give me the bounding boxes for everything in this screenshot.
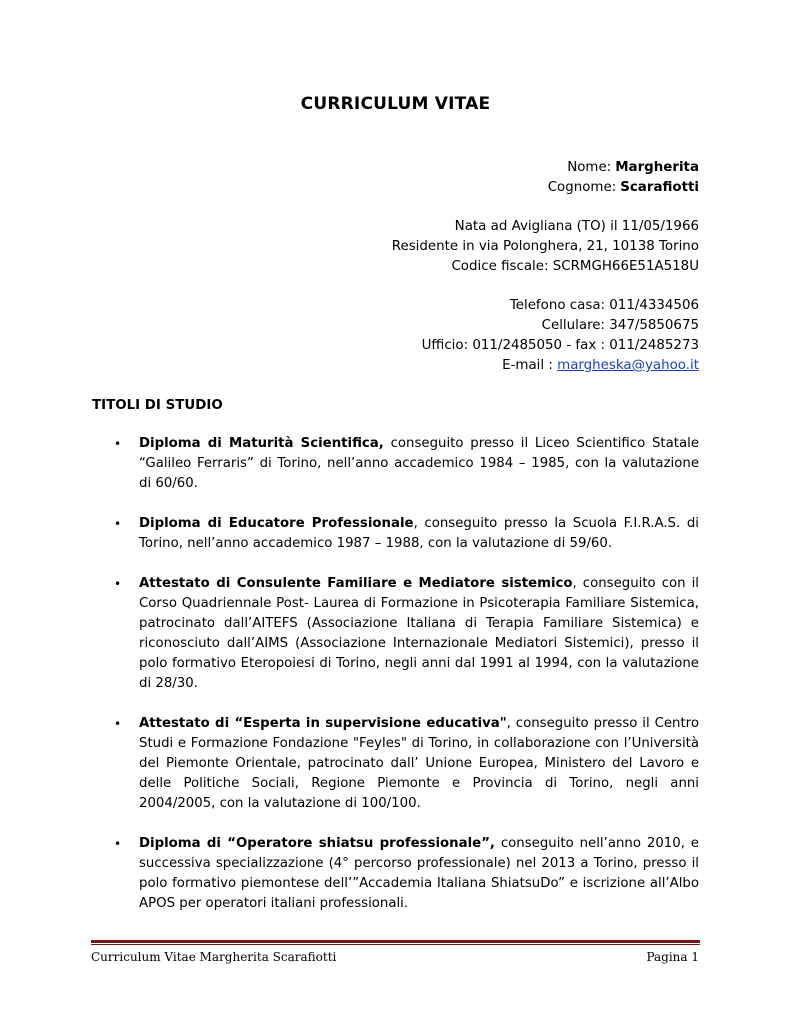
list-item [92,434,699,494]
list-item [92,834,699,914]
item-title: Diploma di “Operatore shiatsu professionale”, [139,836,495,851]
email-label: E-mail : [502,358,558,373]
section-heading-education: TITOLI DI STUDIO [92,398,223,413]
item-description: , conseguito presso il Centro Studi e Formazione Fondazione "Feyles" di Torino, in collaborazione con l’Università del Piemonte Orientale, patrocinato dall’ Unione Europea, Ministero del Lavoro e delle Politiche Sociali, Regione Piemonte e Provincia di Torino, negli anni 2004/2005, con la valutazione di 100/100. [139,716,699,811]
item-description: , conseguito presso la Scuola F.I.R.A.S. di Torino, nell’anno accademico 1987 – 1988, con la valutazione di 59/60. [139,516,699,551]
list-item [92,514,699,554]
first-name-value: Margherita [615,160,699,175]
mobile-phone: Cellulare: 347/5850675 [541,318,699,333]
bullet-icon: • [114,837,122,851]
footer-document-name: Curriculum Vitae Margherita Scarafiotti [91,950,337,964]
list-item [92,574,699,694]
spacer [392,277,699,296]
footer-divider-thin [91,944,700,945]
email-link[interactable]: margheska@yahoo.it [557,358,699,373]
tax-code: Codice fiscale: SCRMGH66E51A518U [451,259,699,274]
bullet-icon: • [114,517,122,531]
bullet-icon: • [114,577,122,591]
birth-info: Nata ad Avigliana (TO) il 11/05/1966 [454,219,699,234]
last-name-row [392,178,699,198]
page-title: CURRICULUM VITAE [300,94,491,114]
footer-divider [91,940,700,943]
list-item [92,714,699,814]
item-title: Attestato di “Esperta in supervisione educativa" [139,716,507,731]
first-name-label: Nome: [567,160,612,175]
last-name-value: Scarafiotti [620,180,699,195]
office-phone: Ufficio: 011/2485050 - fax : 011/2485273 [421,338,699,353]
item-description: conseguito presso il Liceo Scientifico Statale “Galileo Ferraris” di Torino, nell’anno accademico 1984 – 1985, con la valutazione di 60/60. [139,436,699,491]
bullet-icon: • [114,437,122,451]
home-phone: Telefono casa: 011/4334506 [509,298,699,313]
last-name-label: Cognome: [547,180,617,195]
item-description: , conseguito con il Corso Quadriennale Post- Laurea di Formazione in Psicoterapia Familiare Sistemica, patrocinato dall’AITEFS (Associazione Italiana di Terapia Familiare Sistemica) e riconosciuto dall’AIMS (Associazione Internazionale Mediatori Sistemici), presso il polo formativo Eteropoiesi di Torino, negli anni dal 1991 al 1994, con la valutazione di 28/30. [139,576,700,691]
spacer [392,198,699,217]
item-title: Diploma di Educatore Professionale [139,516,414,531]
bullet-icon: • [114,717,122,731]
personal-info [392,158,699,376]
item-title: Attestato di Consulente Familiare e Mediatore sistemico [139,576,573,591]
residence-info: Residente in via Polonghera, 21, 10138 Torino [391,239,699,254]
email-row [392,356,699,376]
item-title: Diploma di Maturità Scientifica, [139,436,384,451]
footer-page-number: Pagina 1 [646,950,699,964]
education-list [92,434,699,934]
first-name-row [392,158,699,178]
item-description: conseguito nell’anno 2010, e successiva specializzazione (4° percorso professionale) nel 2013 a Torino, presso il polo formativo piemontese dell’”Accademia Italiana ShiatsuDo” e iscrizione all’Albo APOS per operatori italiani professionali. [139,836,699,911]
